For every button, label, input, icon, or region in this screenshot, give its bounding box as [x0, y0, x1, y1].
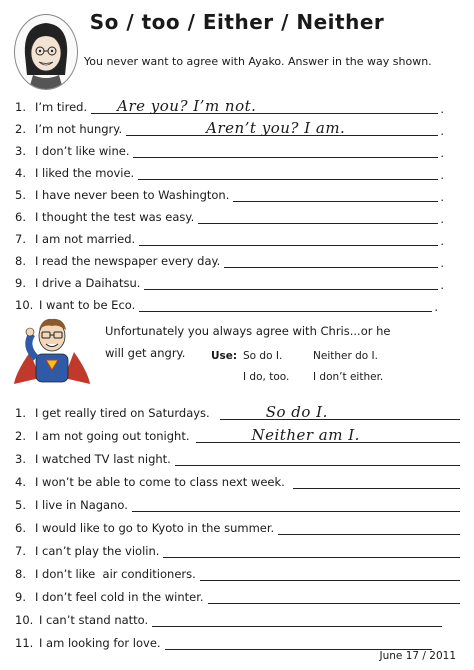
ayako-portrait	[14, 14, 78, 90]
item-number: 8.	[15, 254, 26, 268]
use-option-i-dont-either: I don’t either.	[313, 371, 384, 383]
answer-line[interactable]	[126, 121, 438, 136]
part1-item-7	[15, 228, 460, 246]
item-number: 2.	[15, 429, 26, 443]
handwritten-answer: Are you? I’m not.	[117, 97, 257, 115]
item-sentence: I read the newspaper every day.	[35, 254, 221, 268]
item-sentence: I watched TV last night.	[35, 452, 171, 466]
answer-line[interactable]	[278, 520, 460, 535]
answer-line[interactable]	[208, 589, 460, 604]
item-sentence: I liked the movie.	[35, 166, 135, 180]
part1-item-8	[15, 250, 460, 268]
item-sentence: I can’t stand natto.	[39, 613, 149, 627]
ayako-face-icon	[15, 15, 77, 89]
item-sentence: I live in Nagano.	[35, 498, 128, 512]
item-sentence: I would like to go to Kyoto in the summer.	[35, 521, 275, 535]
use-label	[211, 350, 237, 362]
item-sentence: I don’t like wine.	[35, 144, 130, 158]
worksheet-title: So / too / Either / Neither	[89, 10, 385, 34]
part2-item-1	[15, 402, 460, 420]
item-sentence: I am not going out tonight.	[35, 429, 190, 443]
answer-line[interactable]	[198, 209, 438, 224]
item-sentence: I am not married.	[35, 232, 136, 246]
handwritten-answer: Aren’t you? I am.	[206, 119, 346, 137]
use-label-text: Use:	[211, 350, 238, 362]
part1-item-6	[15, 206, 460, 224]
answer-line[interactable]	[139, 297, 432, 312]
handwritten-answer: So do I.	[265, 403, 328, 421]
item-sentence: I won’t be able to come to class next week.	[35, 475, 285, 489]
item-number: 1.	[15, 100, 26, 114]
part1-item-2	[15, 118, 460, 136]
answer-line[interactable]	[293, 474, 460, 489]
answer-line[interactable]	[133, 143, 438, 158]
part2-item-3	[15, 448, 460, 466]
part2-instruction-line1: Unfortunately you always agree with Chris...or he	[105, 324, 391, 338]
item-number: 7.	[15, 544, 26, 558]
part2-item-6	[15, 517, 460, 535]
answer-line[interactable]	[196, 428, 461, 443]
item-number: 1.	[15, 406, 26, 420]
item-sentence: I am looking for love.	[39, 636, 161, 650]
item-number: 7.	[15, 232, 26, 246]
answer-line[interactable]	[152, 612, 442, 627]
item-sentence: I have never been to Washington.	[35, 188, 230, 202]
part1-item-1	[15, 96, 460, 114]
item-sentence: I get really tired on Saturdays.	[35, 406, 210, 420]
use-option-so-do-i: So do I.	[243, 350, 283, 362]
item-number: 11.	[15, 636, 34, 650]
item-sentence: I want to be Eco.	[39, 298, 136, 312]
chris-portrait	[10, 312, 94, 388]
item-number: 9.	[15, 590, 26, 604]
part2-item-10	[15, 609, 460, 627]
part1-item-5	[15, 184, 460, 202]
part2-item-4	[15, 471, 460, 489]
answer-line[interactable]	[144, 275, 438, 290]
part1-item-10	[15, 294, 460, 312]
answer-line[interactable]	[175, 451, 460, 466]
answer-line[interactable]	[91, 99, 438, 114]
answer-line[interactable]	[139, 231, 438, 246]
item-number: 10.	[15, 298, 34, 312]
item-sentence: I thought the test was easy.	[35, 210, 195, 224]
item-sentence: I drive a Daihatsu.	[35, 276, 141, 290]
use-option-neither-do-i: Neither do I.	[313, 350, 378, 362]
handwritten-answer: Neither am I.	[251, 426, 360, 444]
part2-item-8	[15, 563, 460, 581]
answer-line[interactable]	[224, 253, 438, 268]
item-number: 6.	[15, 521, 26, 535]
part1-item-9	[15, 272, 460, 290]
item-sentence: I’m tired.	[35, 100, 88, 114]
part1-item-3	[15, 140, 460, 158]
worksheet-date: June 17 / 2011	[379, 650, 456, 662]
item-number: 9.	[15, 276, 26, 290]
answer-line[interactable]	[200, 566, 460, 581]
item-number: 5.	[15, 498, 26, 512]
item-sentence: I don’t feel cold in the winter.	[35, 590, 204, 604]
item-number: 4.	[15, 166, 26, 180]
answer-line[interactable]	[163, 543, 460, 558]
item-number: 4.	[15, 475, 26, 489]
part1-item-4	[15, 162, 460, 180]
item-sentence: I can’t play the violin.	[35, 544, 160, 558]
answer-line[interactable]	[220, 405, 460, 420]
item-number: 2.	[15, 122, 26, 136]
item-sentence: I’m not hungry.	[35, 122, 123, 136]
part2-item-9	[15, 586, 460, 604]
part1-instruction: You never want to agree with Ayako. Answer in the way shown.	[84, 55, 432, 68]
item-number: 3.	[15, 144, 26, 158]
part2-item-7	[15, 540, 460, 558]
part2-item-5	[15, 494, 460, 512]
part2-item-11	[15, 632, 460, 650]
item-number: 3.	[15, 452, 26, 466]
item-number: 10.	[15, 613, 34, 627]
part2-instruction-line2: will get angry.	[105, 346, 186, 360]
item-sentence: I don’t like air conditioners.	[35, 567, 196, 581]
item-number: 5.	[15, 188, 26, 202]
answer-line[interactable]	[138, 165, 438, 180]
chris-superhero-icon	[10, 312, 94, 388]
item-number: 6.	[15, 210, 26, 224]
answer-line[interactable]	[233, 187, 438, 202]
part2-item-2	[15, 425, 460, 443]
answer-line[interactable]	[132, 497, 460, 512]
use-option-i-do-too: I do, too.	[243, 371, 290, 383]
answer-line[interactable]	[165, 635, 432, 650]
item-number: 8.	[15, 567, 26, 581]
